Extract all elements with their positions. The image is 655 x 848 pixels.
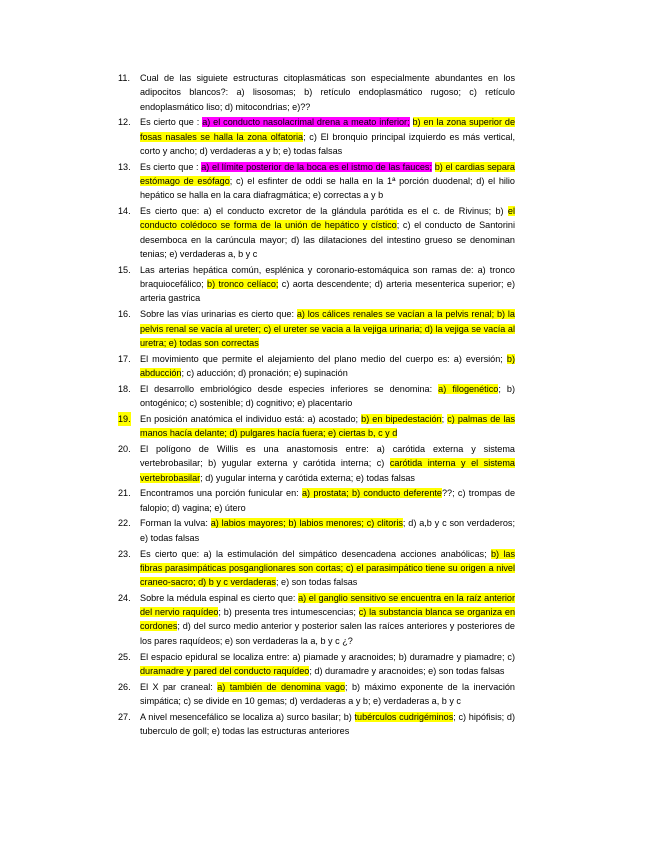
question-number: 11. <box>118 73 130 83</box>
question-text: ; c) El bronquio principal izquierdo es más vertical, corto y ancho; d) verdaderas a y b; e) todas falsas <box>140 131 515 156</box>
question-item <box>118 352 515 381</box>
question-number: 23. <box>118 548 131 559</box>
question-text: ; c) hipófisis; d) tuberculo de goll; e) todas las estructuras anteriores <box>140 711 515 737</box>
highlighted-answer-text: b) las fibras parasimpáticas posganglionares son cortas; c) el parasimpático tiene su origen a nivel craneo-sacro; d) b y c verdaderas <box>140 548 515 588</box>
highlighted-answer-text: tubérculos cudrigéminos <box>354 711 454 722</box>
question-text: Es cierto que: a) el conducto excretor de la glándula parótida es el c. de Rivinus; b) <box>140 206 508 217</box>
highlighted-answer-text: c) palmas de las manos hacía delante; d) pulgares hacía fuera; e) ciertas b, c y d <box>140 413 515 439</box>
question-text: Es cierto que : <box>140 117 203 128</box>
question-number: 26. <box>118 681 131 692</box>
question-number: 21. <box>118 488 131 499</box>
question-text: ; c) el esfinter de oddi se halla en la 1ª porción duodenal; d) el hilio hepático se halla en la cara diafragmática; e) correctas a y b <box>140 176 515 201</box>
question-text: Forman la vulva: <box>140 518 211 529</box>
question-text: ; b) máximo exponente de la inervación simpática; c) se divide en 10 gemas; d) verdaderas a y b; e) verdaderas a, b y c <box>140 681 515 706</box>
question-text: ; d) yugular interna y carótida externa; e) todas falsas <box>200 472 415 483</box>
question-text: ; b) ontogénico; c) sostenible; d) cognitivo; e) placentario <box>140 383 515 409</box>
highlighted-answer-text: a) labios mayores; b) labios menores; c) clitoris <box>210 518 403 529</box>
question-text: c) aorta descendente; d) arteria mesenterica superior; e) arteria gastrica <box>140 279 515 304</box>
question-item <box>118 412 515 441</box>
highlighted-answer-text: b) tronco celíaco; <box>207 279 279 290</box>
question-item <box>118 115 515 158</box>
question-number: 16. <box>118 309 131 320</box>
question-item <box>118 516 515 545</box>
question-number: 24. <box>118 592 131 603</box>
highlighted-answer-text: a) el conducto nasolacrimal drena a meato inferior; <box>202 117 410 128</box>
question-number: 20. <box>118 443 131 454</box>
question-number: 27. <box>118 711 131 722</box>
highlighted-answer-text: c) la substancia blanca se organiza en cordones <box>140 607 515 632</box>
question-item <box>118 382 515 411</box>
question-text: ; d) a,b y c son verdaderos; e) todas falsas <box>140 518 515 543</box>
question-item <box>118 680 515 709</box>
highlighted-answer-text: a) los cálices renales se vacían a la pelvis renal; b) la pelvis renal se vacía al ureter; c) el ureter se vacia a la vejiga urinaria; d) la vejiga se vacía al uretra; e) todas son correctas <box>140 309 515 348</box>
question-item <box>118 710 515 739</box>
question-text: ; e) son todas falsas <box>275 577 358 588</box>
question-item <box>118 160 515 203</box>
question-text: Encontramos una porción funicular en: <box>140 488 302 499</box>
question-number: 15. <box>118 264 131 275</box>
question-number: 19. <box>118 412 131 426</box>
question-number: 22. <box>118 518 131 529</box>
highlighted-answer-text: a) el ganglio sensitivo se encuentra en la raíz anterior del nervio raquídeo <box>140 592 515 618</box>
question-number: 25. <box>118 651 131 662</box>
question-text: ??; c) trompas de falopio; d) vagina; e) útero <box>140 488 515 513</box>
question-item <box>118 204 515 261</box>
highlighted-answer-text: a) prostata; b) conducto deferente <box>301 488 442 499</box>
question-text: Es cierto que : <box>140 161 202 172</box>
question-text: Cual de las siguiete estructuras citoplasmáticas son especialmente abundantes en los adipocitos blancos?: a) lisosomas; b) retículo endoplasmático rugoso; c) retículo endoplasmático liso; d) mitocondrias; e)?? <box>140 73 515 112</box>
question-text: El espacio epidural se localiza entre: a) piamade y aracnoides; b) duramadre y piamadre; c) <box>140 651 515 662</box>
highlighted-answer-text: carótida interna y el sistema vertebrobasilar <box>140 458 515 483</box>
question-item <box>118 486 515 515</box>
question-number: 18. <box>118 383 131 394</box>
question-text: Sobre la médula espinal es cierto que: <box>140 592 299 603</box>
question-item <box>118 307 515 350</box>
question-text: ; d) del surco medio anterior y posterior salen las raíces anteriores y posteriores de los pares raquídeos; e) son verdaderas la a, b y c ¿? <box>140 621 515 646</box>
question-number: 17. <box>118 353 131 364</box>
question-text: ; d) duramadre y aracnoides; e) son todas falsas <box>309 665 505 676</box>
question-item <box>118 263 515 306</box>
highlighted-answer-text: b) en la zona superior de fosas nasales se halla la zona olfatoria <box>140 117 516 142</box>
highlighted-answer-text: b) abducción <box>140 353 515 378</box>
question-text: El X par craneal: <box>140 681 218 692</box>
question-text: ; c) aducción; d) pronación; e) supinación <box>181 367 348 378</box>
question-number: 12. <box>118 117 131 128</box>
highlighted-answer-text: a) el límite posterior de la boca es el istmo de las fauces; <box>201 161 432 172</box>
question-item <box>118 547 515 590</box>
question-number: 13. <box>118 161 131 172</box>
highlighted-answer-text: duramadre y pared del conducto raquídeo <box>140 665 310 676</box>
question-text: El movimiento que permite el alejamiento del plano medio del cuerpo es: a) eversión; <box>140 353 507 364</box>
highlighted-answer-text: a) filogenético <box>438 383 499 394</box>
question-text: A nivel mesencefálico se localiza a) surco basilar; b) <box>140 711 355 722</box>
question-text: El desarrollo embriológico desde especies inferiores se denomina: <box>140 383 439 394</box>
question-item <box>118 650 515 679</box>
question-text: ; c) el conducto de Santorini desemboca en la carúncula mayor; d) las dilataciones del intestino grueso se denominan tenias; e) verdaderas a, b y c <box>140 220 515 260</box>
question-item <box>118 442 515 485</box>
question-item <box>118 71 515 114</box>
question-text: ; b) presenta tres intumescencias; <box>218 607 359 618</box>
question-item <box>118 591 515 648</box>
highlighted-answer-text: b) en bipedestación <box>361 413 442 424</box>
question-text: Sobre las vías urinarias es cierto que: <box>140 309 297 320</box>
question-text: En posición anatómica el individuo está: a) acostado; <box>140 413 362 424</box>
question-list <box>118 71 515 740</box>
question-text: Es cierto que: a) la estimulación del simpático desencadena acciones anabólicas; <box>140 548 491 559</box>
question-text: El polígono de Willis es una anastomosis entre: a) carótida externa y sistema vertebrobasilar; b) yugular externa y carótida interna; c) <box>140 443 515 469</box>
question-number: 14. <box>118 206 131 217</box>
highlighted-answer-text: b) el cardias separa estómago de esófago <box>140 161 515 187</box>
question-text: Las arterias hepática común, esplénica y coronario-estomáquica son ramas de: a) tronco braquiocefálico; <box>140 264 515 290</box>
highlighted-answer-text: a) también de denomina vago <box>217 681 346 692</box>
question-text: ; <box>441 413 448 424</box>
highlighted-answer-text: el conducto colédoco se forma de la unión de hepático y cístico <box>140 206 515 231</box>
